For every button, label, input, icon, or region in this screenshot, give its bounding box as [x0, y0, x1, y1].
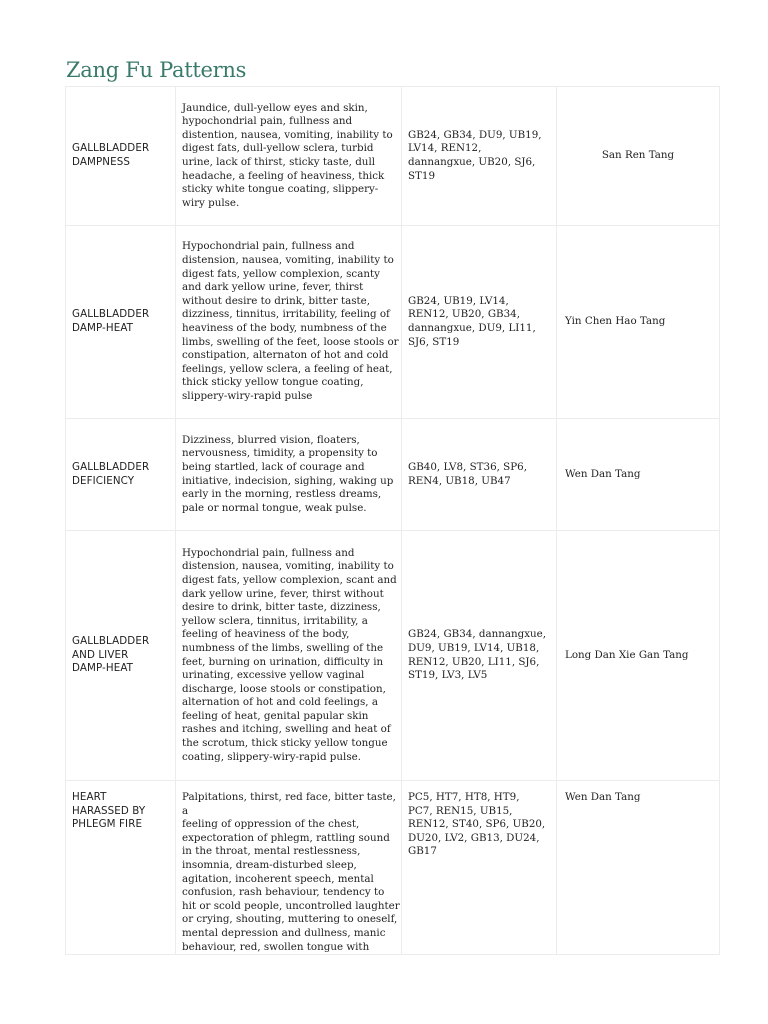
table-row	[66, 226, 720, 419]
formula-cell	[557, 226, 720, 419]
herbal-formula: Wen Dan Tang	[565, 791, 641, 803]
patterns-table	[65, 86, 720, 955]
pattern-name: GALLBLADDER AND LIVER DAMP-HEAT	[72, 635, 150, 675]
pattern-name: GALLBLADDER DAMPNESS	[72, 142, 150, 168]
pattern-name: GALLBLADDER DAMP-HEAT	[72, 308, 150, 334]
acupuncture-points: GB40, LV8, ST36, SP6, REN4, UB18, UB47	[408, 460, 527, 487]
formula-cell	[557, 531, 720, 781]
points-cell	[402, 781, 557, 955]
table-row	[66, 781, 720, 955]
formula-cell	[557, 419, 720, 531]
pattern-name-cell	[66, 531, 176, 781]
table-row	[66, 419, 720, 531]
symptoms-text: Hypochondrial pain, fullness and distension, nausea, vomiting, inability to digest fats, yellow complexion, scanty and dark yellow urine, fever, thirst without desire to drink, bitter taste, dizziness, tinnitus, irritability, feeling of heaviness of the body, numbness of the limbs, swelling of the feet, loose stools or constipation, alternaton of hot and cold feelings, yellow sclera, a feeling of heat, thick sticky yellow tongue coating, slippery-wiry-rapid pulse	[182, 240, 399, 402]
pattern-name-cell	[66, 419, 176, 531]
symptoms-text: Jaundice, dull-yellow eyes and skin, hypochondrial pain, fullness and distention, nausea, vomiting, inability to digest fats, dull-yellow sclera, turbid urine, lack of thirst, sticky taste, dull headache, a feeling of heaviness, thick sticky white tongue coating, slippery- wiry pulse.	[182, 101, 393, 209]
points-cell	[402, 531, 557, 781]
acupuncture-points: GB24, GB34, DU9, UB19, LV14, REN12, dannangxue, UB20, SJ6, ST19	[408, 128, 542, 182]
points-cell	[402, 87, 557, 226]
pattern-name-cell	[66, 781, 176, 955]
symptoms-cell	[176, 87, 402, 226]
symptoms-text: Hypochondrial pain, fullness and distension, nausea, vomiting, inability to digest fats, yellow complexion, scant and dark yellow urine, fever, thirst without desire to drink, bitter taste, dizziness, yellow sclera, tinnitus, irritability, a feeling of heaviness of the body, numbness of the limbs, swelling of the feet, burning on urination, difficulty in urinating, excessive yellow vaginal discharge, loose stools or constipation, alternation of hot and cold feelings, a feeling of heat, genital papular skin rashes and itching, swelling and heat of the scrotum, thick sticky yellow tongue coating, slippery-wiry-rapid pulse.	[182, 546, 397, 763]
table-row	[66, 87, 720, 226]
pattern-name-cell	[66, 87, 176, 226]
pattern-name: HEART HARASSED BY PHLEGM FIRE	[72, 791, 146, 831]
pattern-name-cell	[66, 226, 176, 419]
herbal-formula: San Ren Tang	[601, 149, 675, 162]
table-row	[66, 531, 720, 781]
herbal-formula: Wen Dan Tang	[565, 467, 641, 480]
acupuncture-points: PC5, HT7, HT8, HT9, PC7, REN15, UB15, REN12, ST40, SP6, UB20, DU20, LV2, GB13, DU24, GB17	[408, 791, 546, 858]
points-cell	[402, 226, 557, 419]
symptoms-cell	[176, 226, 402, 419]
symptoms-cell	[176, 781, 402, 955]
acupuncture-points: GB24, GB34, dannangxue, DU9, UB19, LV14, UB18, REN12, UB20, LI11, SJ6, ST19, LV3, LV5	[408, 628, 547, 682]
formula-cell	[557, 781, 720, 955]
page-title: Zang Fu Patterns	[66, 58, 247, 82]
acupuncture-points: GB24, UB19, LV14, REN12, UB20, GB34, dannangxue, DU9, LI11, SJ6, ST19	[408, 294, 536, 348]
symptoms-cell	[176, 419, 402, 531]
herbal-formula: Yin Chen Hao Tang	[565, 315, 666, 328]
pattern-name: GALLBLADDER DEFICIENCY	[72, 460, 150, 487]
symptoms-cell	[176, 531, 402, 781]
symptoms-text: Palpitations, thirst, red face, bitter taste, a feeling of oppression of the chest, expectoration of phlegm, rattling sound in the throat, mental restlessness, insomnia, dream-disturbed sleep, agitation, incoherent speech, mental confusion, rash behaviour, tendency to hit or scold people, uncontrolled laughter or crying, shouting, muttering to oneself, mental depression and dullness, manic behaviour, red, swollen tongue with	[182, 791, 400, 953]
formula-cell	[557, 87, 720, 226]
symptoms-text: Dizziness, blurred vision, floaters, nervousness, timidity, a propensity to being startled, lack of courage and initiative, indecision, sighing, waking up early in the morning, restless dreams, pale or normal tongue, weak pulse.	[182, 433, 394, 514]
herbal-formula: Long Dan Xie Gan Tang	[565, 648, 689, 661]
points-cell	[402, 419, 557, 531]
